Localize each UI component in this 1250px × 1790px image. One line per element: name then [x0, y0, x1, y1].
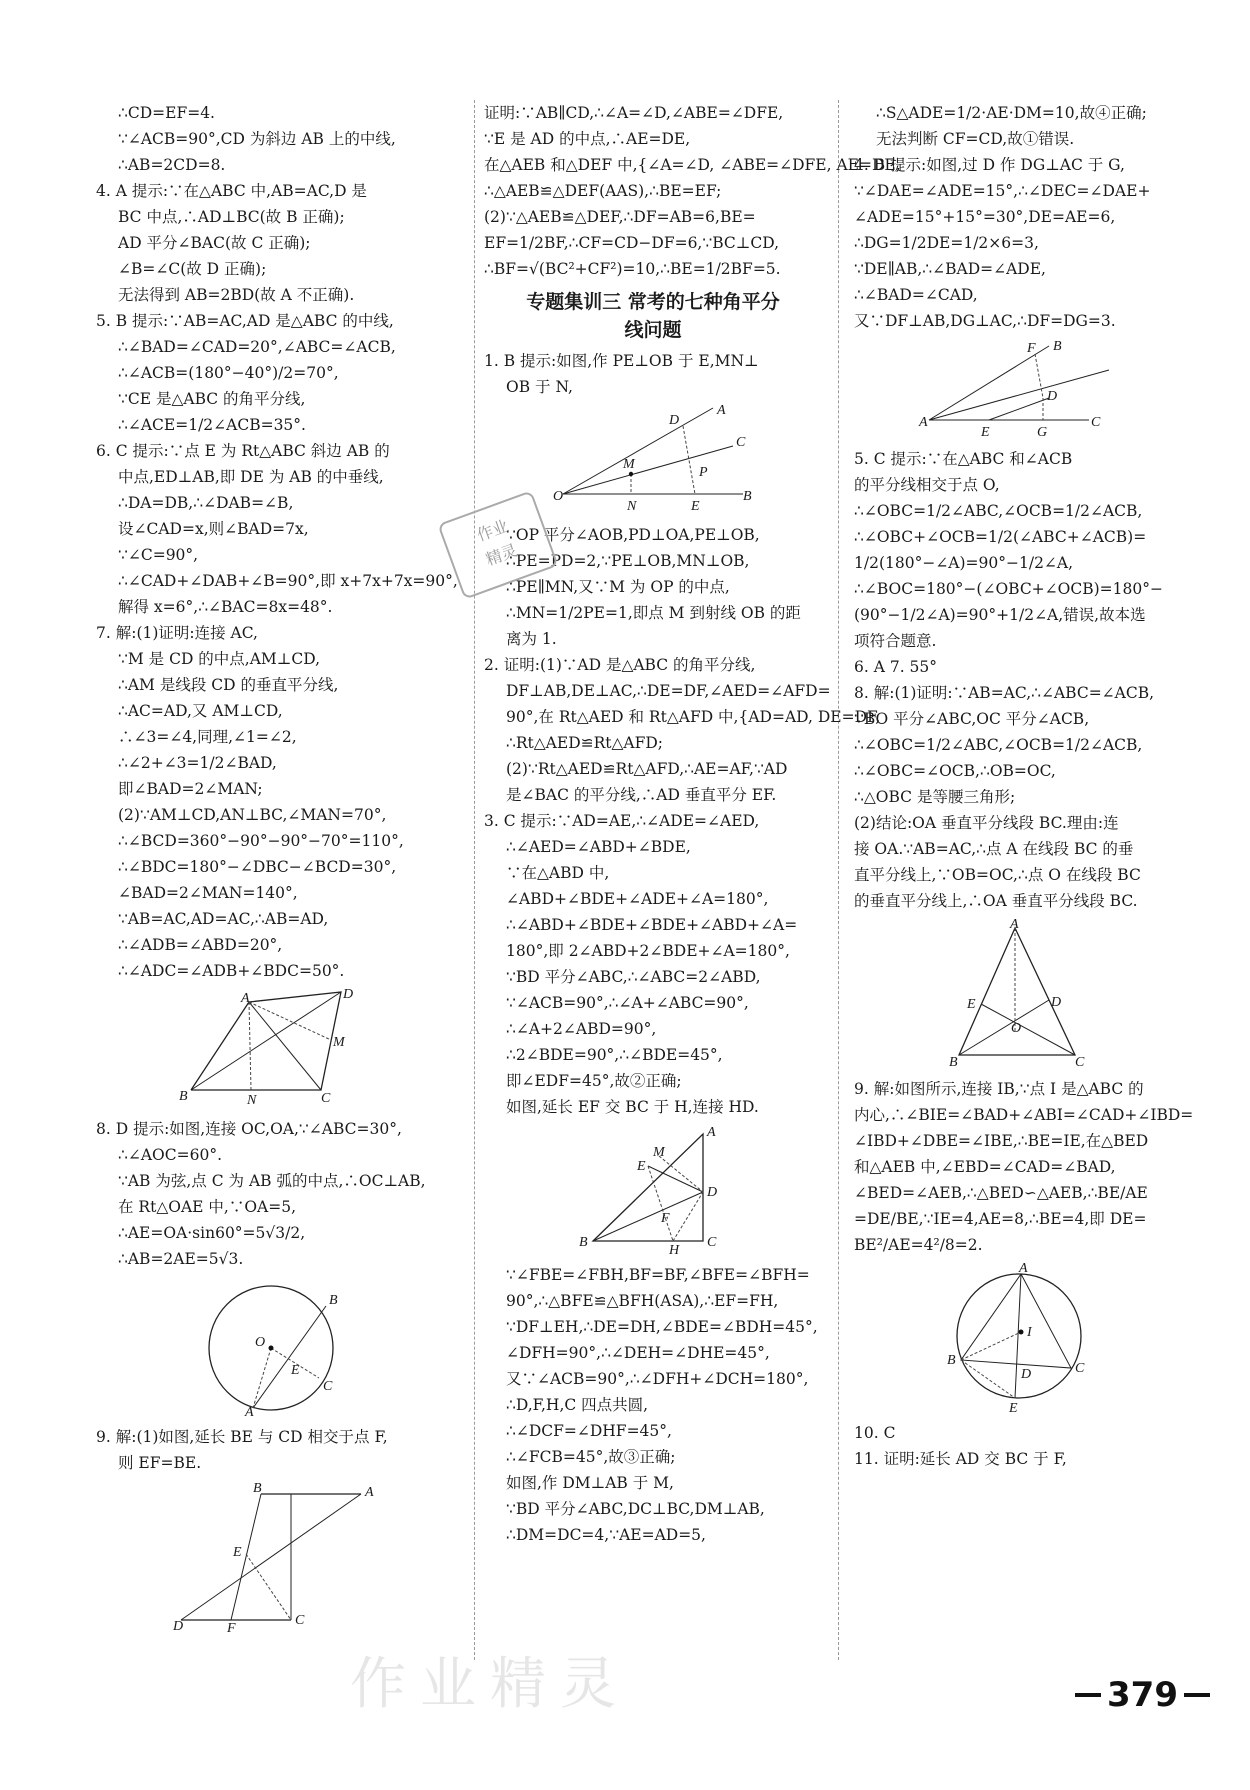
- text-line: ∴DM=DC=4,∵AE=AD=5,: [506, 1526, 706, 1544]
- text-line: (2)∵Rt△AED≌Rt△AFD,∴AE=AF,∵AD: [506, 760, 788, 778]
- text-line: ∴∠3=∠4,同理,∠1=∠2,: [118, 728, 297, 746]
- figure-q3-triangle: [573, 1126, 733, 1256]
- column-3: [854, 100, 1194, 1472]
- text-line: ∵∠C=90°,: [118, 546, 199, 564]
- text-line: ∴PE=PD=2,∵PE⊥OB,MN⊥OB,: [506, 552, 750, 570]
- text-line: ∴∠OBC+∠OCB=1/2(∠ABC+∠ACB)=: [854, 528, 1147, 546]
- text-line: BE²/AE=4²/8=2.: [854, 1236, 983, 1254]
- col3-block-a: [854, 100, 1184, 334]
- fig4-label-F: F: [1027, 341, 1036, 356]
- text-line: (2)∵AM⊥CD,AN⊥BC,∠MAN=70°,: [118, 806, 387, 824]
- stamp-text-2: 精灵: [483, 540, 520, 570]
- text-line: ∠BAD=2∠MAN=140°,: [118, 884, 298, 902]
- text-line: 5. B 提示:∵AB=AC,AD 是△ABC 的中线,: [96, 312, 394, 330]
- fig1-label-E: E: [691, 499, 700, 514]
- text-line: ∴AC=AD,又 AM⊥CD,: [118, 702, 283, 720]
- text-line: 11. 证明:延长 AD 交 BC 于 F,: [854, 1450, 1067, 1468]
- text-line: ∴∠BAD=∠CAD=20°,∠ABC=∠ACB,: [118, 338, 396, 356]
- text-line: ∴DG=1/2DE=1/2×6=3,: [854, 234, 1039, 252]
- fig9-label-A: A: [365, 1485, 374, 1500]
- text-line: ∵E 是 AD 的中点,∴AE=DE,: [484, 130, 691, 148]
- fig9b-label-D: D: [1021, 1367, 1032, 1382]
- fig4-label-E: E: [981, 425, 990, 440]
- text-line: ∴∠BOC=180°−(∠OBC+∠OCB)=180°−: [854, 580, 1163, 598]
- text-line: AD 平分∠BAC(故 C 正确);: [118, 234, 311, 252]
- fig7-label-D: D: [343, 987, 354, 1002]
- text-line: 是∠BAC 的平分线,∴AD 垂直平分 EF.: [506, 786, 777, 804]
- text-line: 9. 解:如图所示,连接 IB,∵点 I 是△ABC 的: [854, 1080, 1144, 1098]
- text-line: ∠BED=∠AEB,∴△BED∽△AEB,∴BE/AE: [854, 1184, 1148, 1202]
- figure-q1-angle: [553, 403, 753, 516]
- text-line: 90°,在 Rt△AED 和 Rt△AFD 中,{AD=AD, DE=DF,: [506, 708, 881, 726]
- fig8b-label-B: B: [949, 1055, 958, 1070]
- fig8-label-B: B: [329, 1293, 338, 1308]
- text-line: DF⊥AB,DE⊥AC,∴DE=DF,∠AED=∠AFD=: [506, 682, 831, 700]
- text-line: 离为 1.: [506, 630, 557, 648]
- text-line: ∴PE∥MN,又∵M 为 OP 的中点,: [506, 578, 730, 596]
- text-line: OB 于 N,: [506, 378, 573, 396]
- fig8-label-O: O: [255, 1335, 266, 1350]
- text-line: 设∠CAD=x,则∠BAD=7x,: [118, 520, 309, 538]
- text-line: 无法判断 CF=CD,故①错误.: [876, 130, 1075, 148]
- text-line: 解得 x=6°,∴∠BAC=8x=48°.: [118, 598, 333, 616]
- text-line: 1/2(180°−∠A)=90°−1/2∠A,: [854, 554, 1074, 572]
- text-line: 5. C 提示:∵在△ABC 和∠ACB: [854, 450, 1073, 468]
- text-line: =DE/BE,∵IE=4,AE=8,∴BE=4,即 DE=: [854, 1210, 1147, 1228]
- text-line: 7. 解:(1)证明:连接 AC,: [96, 624, 258, 642]
- text-line: 8. D 提示:如图,连接 OC,OA,∵∠ABC=30°,: [96, 1120, 402, 1138]
- text-line: ∴△OBC 是等腰三角形;: [854, 788, 1016, 806]
- text-line: ∴AB=2AE=5√3.: [118, 1250, 244, 1268]
- text-line: 4. A 提示:∵在△ABC 中,AB=AC,D 是: [96, 182, 367, 200]
- text-line: 6. A 7. 55°: [854, 658, 938, 676]
- text-line: ∴∠AOC=60°.: [118, 1146, 222, 1164]
- fig1-label-A: A: [717, 403, 726, 418]
- text-line: (2)结论:OA 垂直平分线段 BC.理由:连: [854, 814, 1119, 832]
- fig7-label-A: A: [241, 991, 250, 1006]
- text-line: ∵BD 平分∠ABC,DC⊥BC,DM⊥AB,: [506, 1500, 765, 1518]
- text-line: ∵∠ACB=90°,CD 为斜边 AB 上的中线,: [118, 130, 396, 148]
- fig8-label-C: C: [323, 1379, 333, 1394]
- text-line: 的垂直平分线上,∴OA 垂直平分线段 BC.: [854, 892, 1138, 910]
- text-line: ∴∠2+∠3=1/2∠BAD,: [118, 754, 277, 772]
- section-title: [484, 288, 822, 344]
- fig1-label-N: N: [627, 499, 637, 514]
- text-line: 中点,ED⊥AB,即 DE 为 AB 的中垂线,: [118, 468, 384, 486]
- text-line: ∴∠FCB=45°,故③正确;: [506, 1448, 676, 1466]
- text-line: ∠B=∠C(故 D 正确);: [118, 260, 267, 278]
- fig3-label-E: E: [637, 1159, 646, 1174]
- text-line: 如图,延长 EF 交 BC 于 H,连接 HD.: [506, 1098, 759, 1116]
- text-line: (2)∵△AEB≌△DEF,∴DF=AB=6,BE=: [484, 208, 756, 226]
- fig9-label-B: B: [253, 1481, 262, 1496]
- fig7-label-N: N: [247, 1093, 257, 1108]
- col2-block-d: [484, 1262, 822, 1548]
- text-line: ∴∠A+2∠ABD=90°,: [506, 1020, 657, 1038]
- fig8-label-E: E: [291, 1363, 300, 1378]
- text-line: ∵BD 平分∠ABC,∴∠ABC=2∠ABD,: [506, 968, 761, 986]
- fig8b-label-O: O: [1011, 1021, 1022, 1036]
- text-line: 10. C: [854, 1424, 896, 1442]
- fig1-label-B: B: [743, 489, 752, 504]
- text-line: 和△AEB 中,∠EBD=∠CAD=∠BAD,: [854, 1158, 1116, 1176]
- fig3-label-D: D: [707, 1185, 718, 1200]
- text-line: 接 OA.∵AB=AC,∴点 A 在线段 BC 的垂: [854, 840, 1134, 858]
- text-line: ∴BF=√(BC²+CF²)=10,∴BE=1/2BF=5.: [484, 260, 781, 278]
- text-line: ∵DE∥AB,∴∠BAD=∠ADE,: [854, 260, 1046, 278]
- text-line: 项符合题意.: [854, 632, 937, 650]
- text-line: BC 中点,∴AD⊥BC(故 B 正确);: [118, 208, 345, 226]
- text-line: ∴D,F,H,C 四点共圆,: [506, 1396, 649, 1414]
- text-line: ∠DFH=90°,∴∠DEH=∠DHE=45°,: [506, 1344, 770, 1362]
- text-line: ∴△AEB≌△DEF(AAS),∴BE=EF;: [484, 182, 722, 200]
- col1-block-b: [96, 1116, 466, 1272]
- fig7-label-B: B: [179, 1089, 188, 1104]
- text-line: 8. 解:(1)证明:∵AB=AC,∴∠ABC=∠ACB,: [854, 684, 1155, 702]
- fig7-label-C: C: [321, 1091, 331, 1106]
- text-line: ∵AB=AC,AD=AC,∴AB=AD,: [118, 910, 329, 928]
- text-line: ∴∠CAD+∠DAB+∠B=90°,即 x+7x+7x=90°,: [118, 572, 458, 590]
- col3-block-c: [854, 1076, 1194, 1258]
- text-line: 又∵∠ACB=90°,∴∠DFH+∠DCH=180°,: [506, 1370, 809, 1388]
- fig9-label-C: C: [295, 1613, 305, 1628]
- text-line: ∴∠AED=∠ABD+∠BDE,: [506, 838, 691, 856]
- text-line: ∴MN=1/2PE=1,即点 M 到射线 OB 的距: [506, 604, 801, 622]
- text-line: ∵∠FBE=∠FBH,BF=BF,∠BFE=∠BFH=: [506, 1266, 810, 1284]
- text-line: ∴∠OBC=1/2∠ABC,∠OCB=1/2∠ACB,: [854, 736, 1143, 754]
- fig8-label-A: A: [245, 1405, 254, 1420]
- text-line: 2. 证明:(1)∵AD 是△ABC 的角平分线,: [484, 656, 756, 674]
- text-line: 内心,∴∠BIE=∠BAD+∠ABI=∠CAD+∠IBD=: [854, 1106, 1194, 1124]
- text-line: ∴∠DCF=∠DHF=45°,: [506, 1422, 672, 1440]
- fig7-label-M: M: [333, 1035, 345, 1050]
- text-line: ∴2∠BDE=90°,∴∠BDE=45°,: [506, 1046, 723, 1064]
- text-line: 即∠BAD=2∠MAN;: [118, 780, 263, 798]
- page-number: [1075, 1675, 1210, 1715]
- text-line: ∵M 是 CD 的中点,AM⊥CD,: [118, 650, 321, 668]
- fig9-label-E: E: [233, 1545, 242, 1560]
- text-line: 6. C 提示:∵点 E 为 Rt△ABC 斜边 AB 的: [96, 442, 390, 460]
- text-line: ∴∠ADB=∠ABD=20°,: [118, 936, 283, 954]
- text-line: ∵∠DAE=∠ADE=15°,∴∠DEC=∠DAE+: [854, 182, 1151, 200]
- text-line: ∴∠BDC=180°−∠DBC−∠BCD=30°,: [118, 858, 397, 876]
- text-line: ∴∠BCD=360°−90°−90°−70°=110°,: [118, 832, 404, 850]
- text-line: ∴∠ACB=(180°−40°)/2=70°,: [118, 364, 339, 382]
- fig9b-label-A: A: [1019, 1261, 1028, 1276]
- text-line: ∴∠OBC=∠OCB,∴OB=OC,: [854, 762, 1056, 780]
- text-line: 1. B 提示:如图,作 PE⊥OB 于 E,MN⊥: [484, 352, 759, 370]
- column-divider-1: [474, 100, 475, 1660]
- text-line: ∠IBD+∠DBE=∠IBE,∴BE=IE,在△BED: [854, 1132, 1149, 1150]
- text-line: 如图,作 DM⊥AB 于 M,: [506, 1474, 674, 1492]
- figure-q9-circle: [939, 1261, 1099, 1416]
- figure-q7-quadrilateral: [171, 987, 391, 1110]
- text-line: ∠ABD+∠BDE+∠ADE+∠A=180°,: [506, 890, 769, 908]
- col2-block-a: [484, 100, 901, 282]
- fig3-label-M: M: [653, 1145, 665, 1160]
- text-line: 直平分线上,∵OB=OC,∴点 O 在线段 BC: [854, 866, 1141, 884]
- text-line: 在 Rt△OAE 中,∵OA=5,: [118, 1198, 296, 1216]
- fig3-label-H: H: [669, 1243, 680, 1258]
- text-line: ∴S△ADE=1/2·AE·DM=10,故④正确;: [876, 104, 1147, 122]
- text-line: (90°−1/2∠A)=90°+1/2∠A,错误,故本选: [854, 606, 1146, 624]
- fig1-label-M: M: [623, 457, 635, 472]
- text-line: 又∵DF⊥AB,DG⊥AC,∴DF=DG=3.: [854, 312, 1116, 330]
- fig3-label-A: A: [707, 1125, 716, 1140]
- section-title-line-1: 专题集训三 常考的七种角平分: [526, 291, 780, 313]
- figure-q4-triangle: [919, 340, 1119, 440]
- fig9-label-D: D: [173, 1619, 184, 1634]
- fig9b-label-E: E: [1009, 1401, 1018, 1416]
- text-line: 90°,∴△BFE≌△BFH(ASA),∴EF=FH,: [506, 1292, 779, 1310]
- text-line: 3. C 提示:∵AD=AE,∴∠ADE=∠AED,: [484, 812, 760, 830]
- fig1-label-P: P: [699, 465, 708, 480]
- text-line: ∵OP 平分∠AOB,PD⊥OA,PE⊥OB,: [506, 526, 760, 544]
- text-line: 在△AEB 和△DEF 中,{∠A=∠D, ∠ABE=∠DFE, AE=DE,: [484, 156, 901, 174]
- fig8b-label-E: E: [967, 997, 976, 1012]
- text-line: ∵AB 为弦,点 C 为 AB 弧的中点,∴OC⊥AB,: [118, 1172, 426, 1190]
- text-line: ∴∠BAD=∠CAD,: [854, 286, 978, 304]
- text-line: ∴AM 是线段 CD 的垂直平分线,: [118, 676, 339, 694]
- text-line: ∴DA=DB,∴∠DAB=∠B,: [118, 494, 294, 512]
- text-line: 4. B 提示:如图,过 D 作 DG⊥AC 于 G,: [854, 156, 1125, 174]
- col2-block-b: [484, 348, 822, 400]
- page-number-value: 379: [1107, 1675, 1178, 1715]
- stamp-text-1: 作业: [474, 516, 511, 545]
- text-line: 无法得到 AB=2BD(故 A 不正确).: [118, 286, 355, 304]
- fig4-label-B: B: [1053, 339, 1062, 354]
- fig3-label-B: B: [579, 1235, 588, 1250]
- fig3-label-F: F: [661, 1211, 670, 1226]
- fig8b-label-A: A: [1010, 917, 1019, 932]
- fig4-label-A: A: [919, 415, 928, 430]
- text-line: EF=1/2BF,∴CF=CD−DF=6,∵BC⊥CD,: [484, 234, 779, 252]
- text-line: 证明:∵AB∥CD,∴∠A=∠D,∠ABE=∠DFE,: [484, 104, 784, 122]
- figure-q8-circle: [191, 1278, 371, 1418]
- section-title-line-2: 线问题: [624, 319, 682, 341]
- text-line: 的平分线相交于点 O,: [854, 476, 1000, 494]
- text-line: ∴AB=2CD=8.: [118, 156, 226, 174]
- text-line: 180°,即 2∠ABD+2∠BDE+∠A=180°,: [506, 942, 790, 960]
- text-line: ∵∠ACB=90°,∴∠A+∠ABC=90°,: [506, 994, 749, 1012]
- text-line: 9. 解:(1)如图,延长 BE 与 CD 相交于点 F,: [96, 1428, 388, 1446]
- text-line: ∵BO 平分∠ABC,OC 平分∠ACB,: [854, 710, 1090, 728]
- fig9b-label-C: C: [1075, 1361, 1085, 1376]
- fig8b-label-D: D: [1051, 995, 1062, 1010]
- text-line: ∴CD=EF=4.: [118, 104, 215, 122]
- fig4-label-G: G: [1037, 425, 1048, 440]
- fig9-label-F: F: [227, 1621, 236, 1636]
- fig8b-label-C: C: [1075, 1055, 1085, 1070]
- text-line: ∵DF⊥EH,∴DE=DH,∠BDE=∠BDH=45°,: [506, 1318, 818, 1336]
- text-line: ∴∠ACE=1/2∠ACB=35°.: [118, 416, 306, 434]
- col1-block-c: [96, 1424, 466, 1476]
- page-number-dash-right: [1184, 1693, 1210, 1697]
- text-line: ∠ADE=15°+15°=30°,DE=AE=6,: [854, 208, 1116, 226]
- text-line: 即∠EDF=45°,故②正确;: [506, 1072, 682, 1090]
- text-line: 则 EF=BE.: [118, 1454, 202, 1472]
- page-number-dash-left: [1075, 1693, 1101, 1697]
- watermark-text: 作业精灵: [350, 1652, 630, 1717]
- fig1-label-C: C: [736, 435, 746, 450]
- text-line: ∴∠ADC=∠ADB+∠BDC=50°.: [118, 962, 345, 980]
- figure-q8-isosceles: [949, 917, 1089, 1070]
- fig1-label-D: D: [669, 413, 680, 428]
- figure-q9-parallel: [171, 1481, 391, 1636]
- text-line: ∵CE 是△ABC 的角平分线,: [118, 390, 306, 408]
- fig4-label-C: C: [1091, 415, 1101, 430]
- col3-block-b: [854, 446, 1184, 914]
- fig3-label-C: C: [707, 1235, 717, 1250]
- text-line: ∴∠ABD+∠BDE+∠BDE+∠ABD+∠A=: [506, 916, 798, 934]
- col3-block-d: [854, 1420, 1184, 1472]
- fig4-label-D: D: [1047, 389, 1058, 404]
- col1-block-a: [96, 100, 466, 984]
- text-line: ∴∠OBC=1/2∠ABC,∠OCB=1/2∠ACB,: [854, 502, 1143, 520]
- fig9b-label-B: B: [947, 1353, 956, 1368]
- text-line: ∵在△ABD 中,: [506, 864, 610, 882]
- text-line: ∴Rt△AED≌Rt△AFD;: [506, 734, 664, 752]
- fig9b-label-I: I: [1027, 1325, 1032, 1340]
- fig1-label-O: O: [553, 489, 564, 504]
- column-1: [96, 100, 466, 1638]
- text-line: ∴AE=OA·sin60°=5√3/2,: [118, 1224, 306, 1242]
- col2-block-c: [484, 522, 881, 1120]
- column-divider-2: [838, 100, 839, 1660]
